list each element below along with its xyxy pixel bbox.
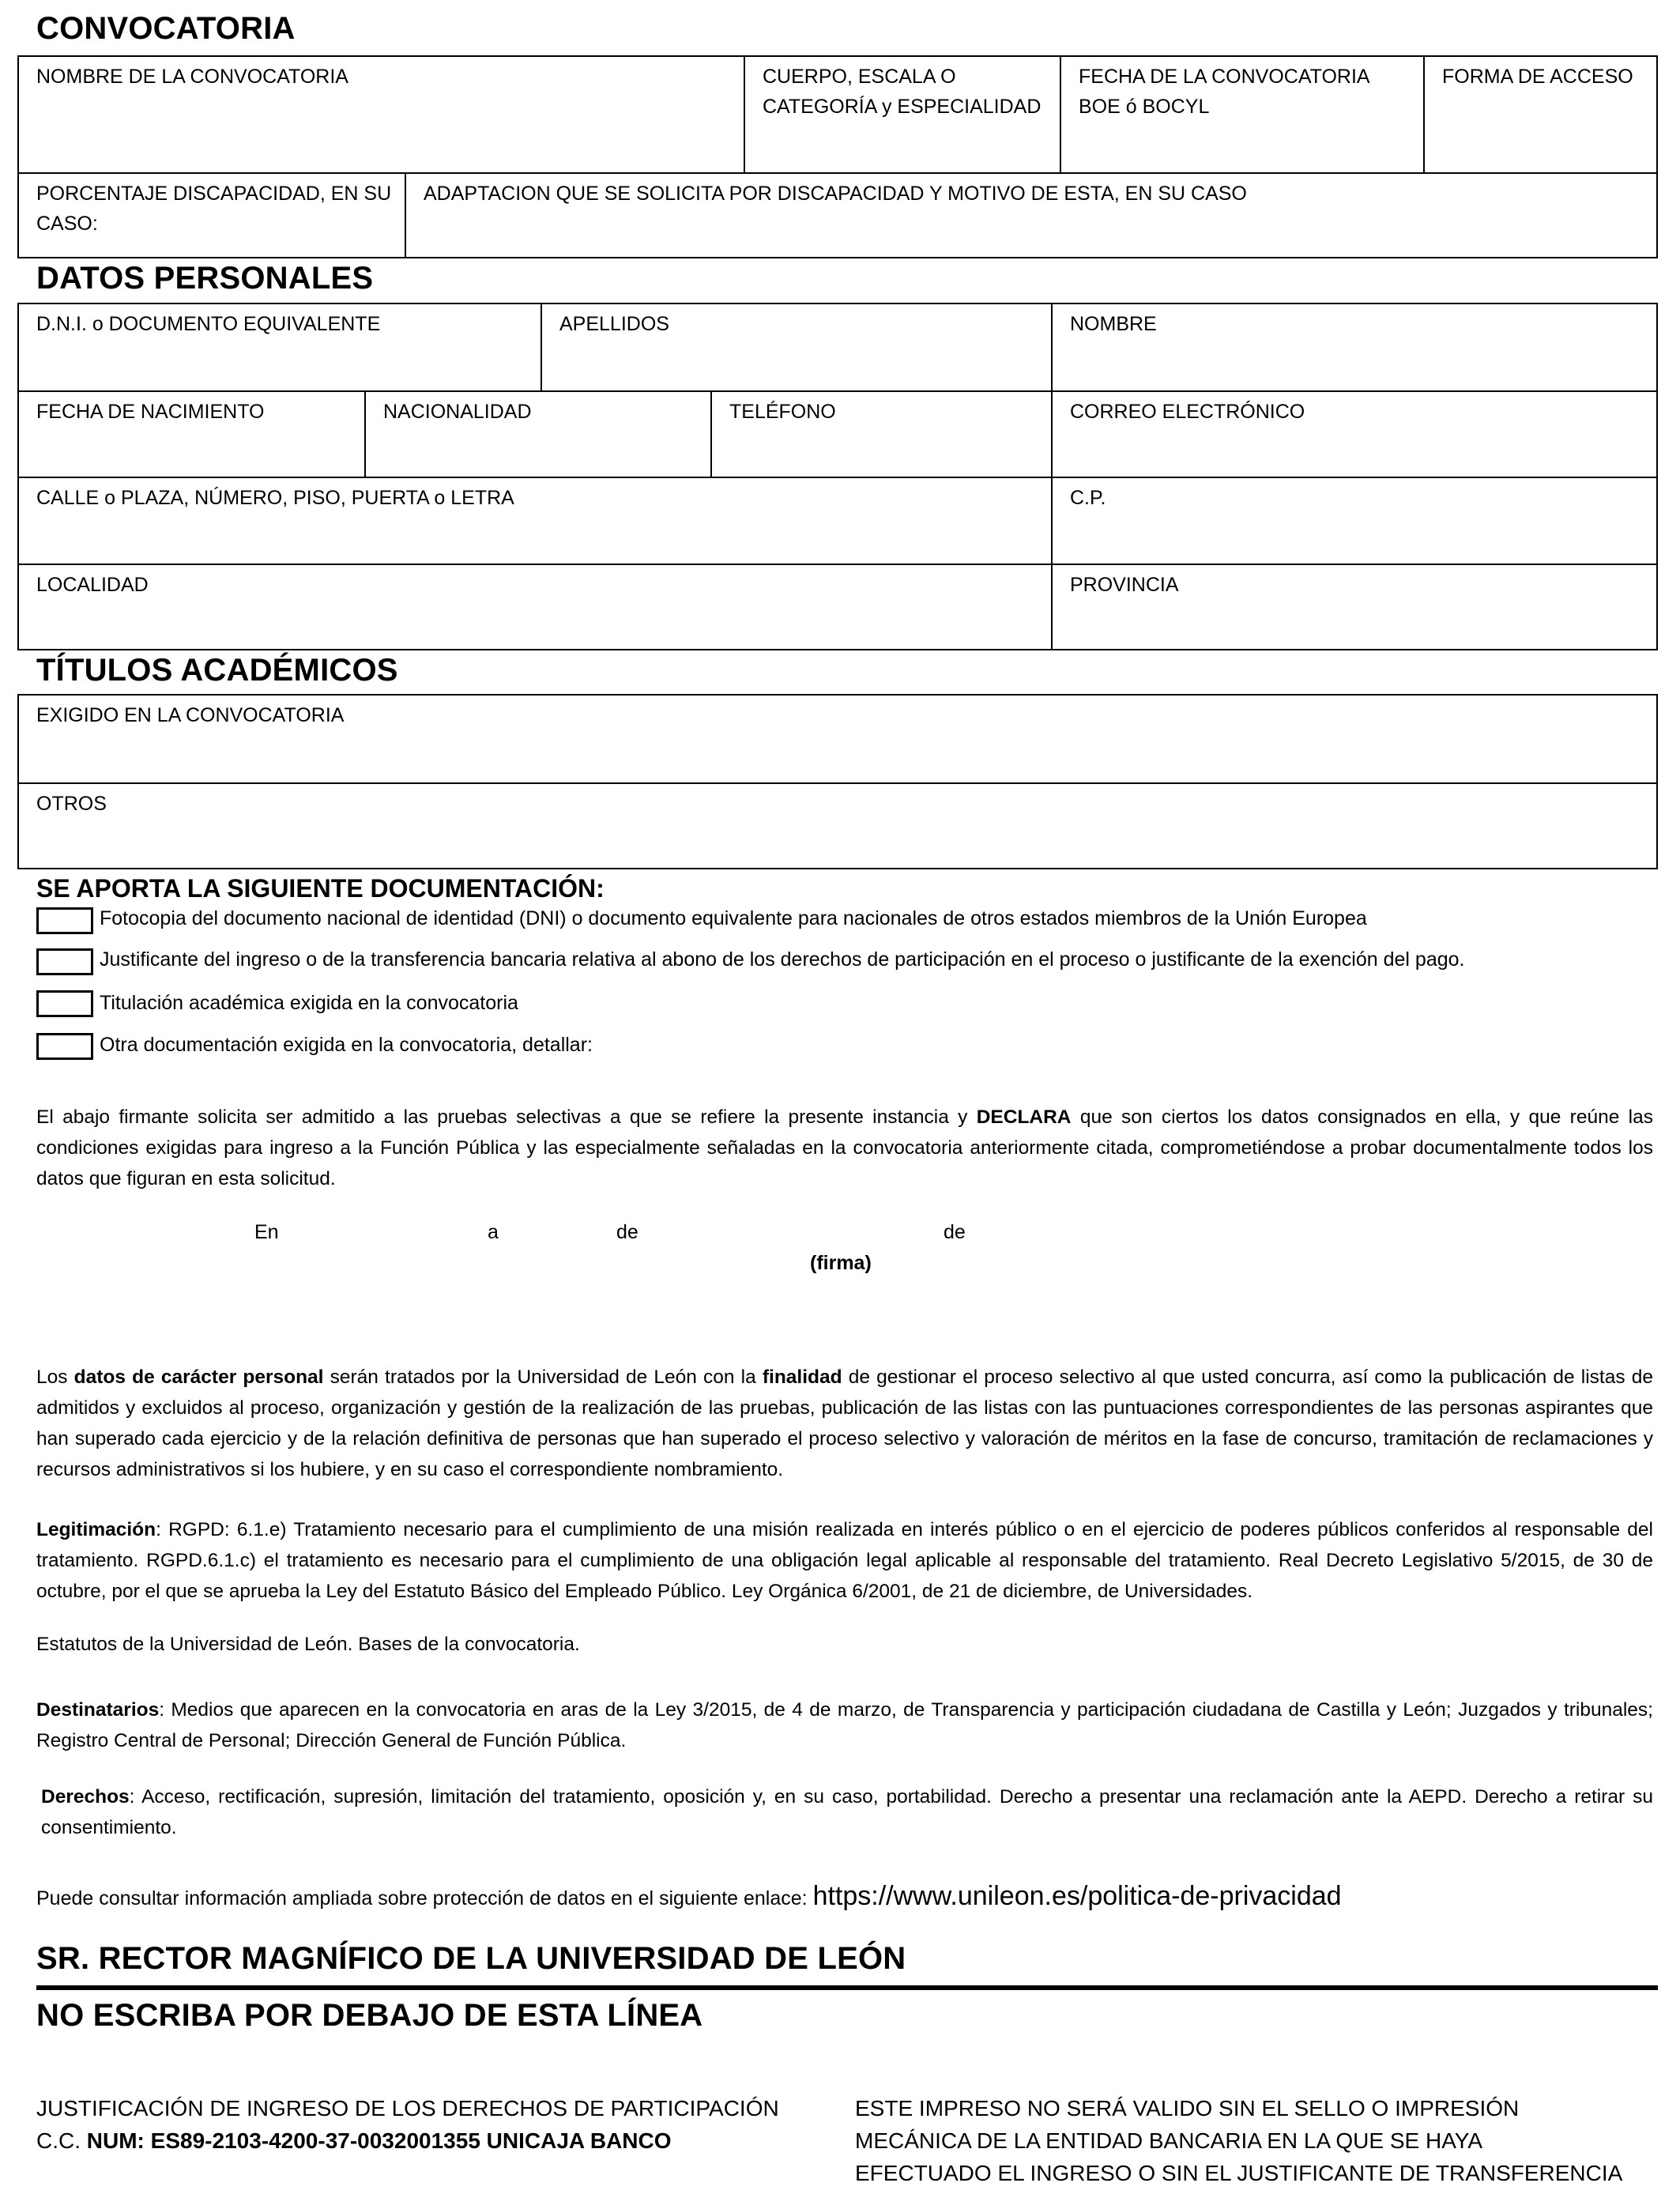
firma-label: (firma) xyxy=(810,1252,872,1274)
legitimacion-text: : RGPD: 6.1.e) Tratamiento necesario para el cumplimiento de una misión realizada en interés público o en el ejercicio de poderes públicos conferidos al responsable del tratamiento. RGPD.6.1.c) el tratamiento es necesario para el cumplimiento de una obligación legal aplicable al responsable del tratamiento. Real Decreto Legislativo 5/2015, de 30 de octubre, por el que se aprueba la Ley del Estatuto Básico del Empleado Público. Ley Orgánica 6/2001, de 21 de diciembre, de Universidades. xyxy=(36,1519,1653,1602)
no-escriba-heading: NO ESCRIBA POR DEBAJO DE ESTA LÍNEA xyxy=(36,1998,703,2033)
destinatarios-text: : Medios que aparecen en la convocatoria en aras de la Ley 3/2015, de 4 de marzo, de Transparencia y participación ciudadana de Castilla y León; Juzgados y tribunales; Registro Central de Personal; Dirección General de Función Pública. xyxy=(36,1699,1653,1751)
localidad-label: LOCALIDAD xyxy=(36,574,149,596)
destinatarios-paragraph xyxy=(36,1695,1653,1756)
cp-label: C.P. xyxy=(1070,487,1106,509)
convocatoria-table xyxy=(17,55,1658,258)
telefono-label: TELÉFONO xyxy=(729,401,836,423)
proteccion-paragraph xyxy=(36,1362,1653,1485)
dni-label: D.N.I. o DOCUMENTO EQUIVALENTE xyxy=(36,313,381,335)
checkbox-titulacion-label: Titulación académica exigida en la convocatoria xyxy=(100,992,518,1014)
checkbox-dni[interactable] xyxy=(36,907,93,934)
footer-left xyxy=(36,2092,779,2157)
titulo-exigido-field[interactable] xyxy=(19,696,1656,782)
prot-b: datos de carácter personal xyxy=(73,1367,324,1388)
prot-c: serán tratados por la Universidad de León con la xyxy=(323,1367,763,1388)
footer-cc: C.C. xyxy=(36,2128,87,2153)
footer-left-line2 xyxy=(36,2124,779,2157)
apellidos-field[interactable] xyxy=(541,304,1051,390)
checkbox-justificante-label: Justificante del ingreso o de la transferencia bancaria relativa al abono de los derechos de participación en el proceso o justificante de la exención del pago. xyxy=(100,948,1465,971)
adaptacion-label: ADAPTACION QUE SE SOLICITA POR DISCAPACIDAD Y MOTIVO DE ESTA, EN SU CASO xyxy=(424,183,1247,205)
cuerpo-label-line1: CUERPO, ESCALA O xyxy=(763,66,956,88)
cp-field[interactable] xyxy=(1051,477,1658,564)
nombre-convocatoria-label: NOMBRE DE LA CONVOCATORIA xyxy=(36,66,348,88)
derechos-paragraph xyxy=(41,1781,1653,1843)
footer-left-line1: JUSTIFICACIÓN DE INGRESO DE LOS DERECHOS DE PARTICIPACIÓN xyxy=(36,2096,779,2120)
forma-acceso-label: FORMA DE ACCESO xyxy=(1442,66,1633,88)
consulta-line xyxy=(36,1881,1342,1912)
nombre-convocatoria-field[interactable] xyxy=(19,57,744,172)
porcentaje-discapacidad-field[interactable] xyxy=(19,172,405,258)
titulos-table xyxy=(17,694,1658,869)
calle-field[interactable] xyxy=(19,477,1051,564)
declaracion-bold: DECLARA xyxy=(976,1106,1072,1128)
checkbox-titulacion[interactable] xyxy=(36,990,93,1017)
porcentaje-label-line1: PORCENTAJE DISCAPACIDAD, EN SU xyxy=(36,183,392,205)
checkbox-otra-label: Otra documentación exigida en la convocatoria, detallar: xyxy=(100,1034,593,1056)
firma-en: En xyxy=(254,1221,279,1243)
nacionalidad-label: NACIONALIDAD xyxy=(383,401,532,423)
titulo-otros-field[interactable] xyxy=(19,782,1656,869)
cuerpo-escala-field[interactable] xyxy=(744,57,1060,172)
calle-label: CALLE o PLAZA, NÚMERO, PISO, PUERTA o LETRA xyxy=(36,487,514,509)
rector-heading: SR. RECTOR MAGNÍFICO DE LA UNIVERSIDAD DE LEÓN xyxy=(36,1941,906,1976)
prot-e: de gestionar el proceso selectivo al que usted concurra, así como la publicación de listas de admitidos y excluidos al proceso, organización y gestión de la realización de las pruebas, publicación de las listas con las puntuaciones correspondientes de las personas aspirantes que han superado cada ejercicio y de la relación definitiva de personas que han superado el proceso selectivo y valoración de méritos en la fase de concurso, tramitación de reclamaciones y recursos administrativos si los hubiere, y en su caso el correspondiente nombramiento. xyxy=(36,1367,1654,1480)
titulos-heading: TÍTULOS ACADÉMICOS xyxy=(36,653,398,688)
footer-right-line3: EFECTUADO EL INGRESO O SIN EL JUSTIFICANTE DE TRANSFERENCIA xyxy=(855,2161,1623,2185)
fecha-convocatoria-field[interactable] xyxy=(1060,57,1423,172)
fecha-convocatoria-label-line2: BOE ó BOCYL xyxy=(1079,96,1210,118)
nombre-label: NOMBRE xyxy=(1070,313,1157,335)
nombre-field[interactable] xyxy=(1051,304,1658,390)
apellidos-label: APELLIDOS xyxy=(559,313,669,335)
localidad-field[interactable] xyxy=(19,564,1051,650)
legitimacion-paragraph xyxy=(36,1514,1653,1607)
derechos-text: : Acceso, rectificación, supresión, limitación del tratamiento, oposición y, en su caso, portabilidad. Derecho a presentar una reclamación ante la AEPD. Derecho a retirar su consentimiento. xyxy=(41,1786,1653,1838)
cuerpo-label-line2: CATEGORÍA y ESPECIALIDAD xyxy=(763,96,1042,118)
datos-personales-heading: DATOS PERSONALES xyxy=(36,261,374,296)
documentacion-heading: SE APORTA LA SIGUIENTE DOCUMENTACIÓN: xyxy=(36,874,605,903)
titulo-otros-label: OTROS xyxy=(36,793,107,815)
dni-field[interactable] xyxy=(19,304,541,390)
forma-acceso-field[interactable] xyxy=(1423,57,1658,172)
divider-line xyxy=(36,1985,1658,1990)
fecha-convocatoria-label-line1: FECHA DE LA CONVOCATORIA xyxy=(1079,66,1370,88)
declaracion-post: que son ciertos los datos consignados en ella, y que reúne las condiciones exigidas para ingreso a la Función Pública y las especialmente señaladas en la convocatoria anteriormente citada, comprometiéndose a probar documentalmente todos los datos que figuran en esta solicitud. xyxy=(36,1106,1653,1189)
firma-de-2: de xyxy=(944,1221,966,1243)
destinatarios-label: Destinatarios xyxy=(36,1699,160,1721)
prot-d: finalidad xyxy=(762,1367,842,1388)
derechos-label: Derechos xyxy=(41,1786,130,1808)
fecha-nacimiento-label: FECHA DE NACIMIENTO xyxy=(36,401,265,423)
telefono-field[interactable] xyxy=(710,390,1051,477)
provincia-label: PROVINCIA xyxy=(1070,574,1179,596)
checkbox-justificante[interactable] xyxy=(36,948,93,975)
titulo-exigido-label: EXIGIDO EN LA CONVOCATORIA xyxy=(36,704,345,726)
checkbox-otra[interactable] xyxy=(36,1033,93,1060)
estatutos-text: Estatutos de la Universidad de León. Bases de la convocatoria. xyxy=(36,1634,580,1655)
correo-label: CORREO ELECTRÓNICO xyxy=(1070,401,1305,423)
prot-a: Los xyxy=(36,1367,74,1388)
checkbox-dni-label: Fotocopia del documento nacional de identidad (DNI) o documento equivalente para nacionales de otros estados miembros de la Unión Europea xyxy=(100,907,1367,929)
declaracion-paragraph xyxy=(36,1102,1653,1194)
footer-account-number: NUM: ES89-2103-4200-37-0032001355 UNICAJA BANCO xyxy=(86,2128,672,2153)
adaptacion-field[interactable] xyxy=(405,172,1658,258)
firma-de-1: de xyxy=(616,1221,638,1243)
convocatoria-heading: CONVOCATORIA xyxy=(36,11,296,46)
footer-right-line2: MECÁNICA DE LA ENTIDAD BANCARIA EN LA QUE SE HAYA xyxy=(855,2128,1483,2153)
nacionalidad-field[interactable] xyxy=(364,390,710,477)
datos-personales-table xyxy=(17,303,1658,650)
legitimacion-label: Legitimación xyxy=(36,1519,156,1540)
correo-field[interactable] xyxy=(1051,390,1658,477)
fecha-nacimiento-field[interactable] xyxy=(19,390,364,477)
consulta-text: Puede consultar información ampliada sobre protección de datos en el siguiente enlace: xyxy=(36,1887,808,1909)
privacidad-link[interactable]: https://www.unileon.es/politica-de-privacidad xyxy=(812,1881,1342,1911)
porcentaje-label-line2: CASO: xyxy=(36,213,98,235)
provincia-field[interactable] xyxy=(1051,564,1658,650)
firma-a: a xyxy=(488,1221,499,1243)
footer-right-line1: ESTE IMPRESO NO SERÁ VALIDO SIN EL SELLO O IMPRESIÓN xyxy=(855,2096,1520,2120)
footer-right xyxy=(855,2092,1622,2189)
declaracion-pre: El abajo firmante solicita ser admitido a las pruebas selectivas a que se refiere la presente instancia y xyxy=(36,1106,977,1128)
